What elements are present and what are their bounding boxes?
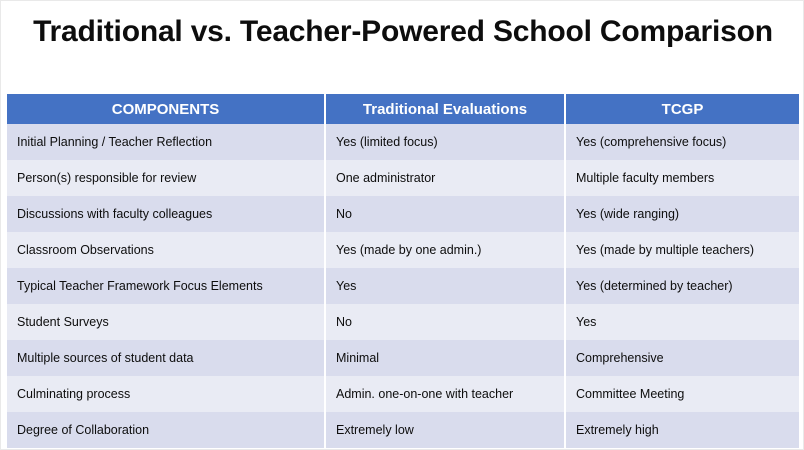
table-header-row	[7, 94, 799, 124]
cell-traditional: Admin. one-on-one with teacher	[325, 376, 565, 412]
page-title: Traditional vs. Teacher-Powered School Comparison	[33, 15, 773, 48]
cell-tcgp: Yes (wide ranging)	[565, 196, 799, 232]
cell-component: Classroom Observations	[7, 232, 325, 268]
cell-tcgp: Yes (determined by teacher)	[565, 268, 799, 304]
column-header-tcgp: TCGP	[565, 94, 799, 124]
cell-traditional: Extremely low	[325, 412, 565, 448]
cell-tcgp: Extremely high	[565, 412, 799, 448]
cell-traditional: Yes	[325, 268, 565, 304]
cell-component: Initial Planning / Teacher Reflection	[7, 124, 325, 160]
cell-tcgp: Comprehensive	[565, 340, 799, 376]
table-row	[7, 232, 799, 268]
cell-component: Culminating process	[7, 376, 325, 412]
cell-traditional: Yes (made by one admin.)	[325, 232, 565, 268]
comparison-table-container	[7, 94, 799, 448]
cell-tcgp: Committee Meeting	[565, 376, 799, 412]
cell-component: Person(s) responsible for review	[7, 160, 325, 196]
cell-tcgp: Yes	[565, 304, 799, 340]
table-header	[7, 94, 799, 124]
cell-component: Multiple sources of student data	[7, 340, 325, 376]
cell-tcgp: Yes (made by multiple teachers)	[565, 232, 799, 268]
cell-traditional: No	[325, 196, 565, 232]
table-row	[7, 304, 799, 340]
cell-traditional: Yes (limited focus)	[325, 124, 565, 160]
table-row	[7, 268, 799, 304]
table-row	[7, 340, 799, 376]
comparison-table	[7, 94, 799, 448]
table-row	[7, 160, 799, 196]
column-header-components: COMPONENTS	[7, 94, 325, 124]
cell-component: Student Surveys	[7, 304, 325, 340]
cell-component: Degree of Collaboration	[7, 412, 325, 448]
table-row	[7, 196, 799, 232]
cell-component: Discussions with faculty colleagues	[7, 196, 325, 232]
table-row	[7, 124, 799, 160]
table-row	[7, 376, 799, 412]
cell-tcgp: Multiple faculty members	[565, 160, 799, 196]
cell-traditional: Minimal	[325, 340, 565, 376]
table-body	[7, 124, 799, 448]
column-header-traditional-evaluations: Traditional Evaluations	[325, 94, 565, 124]
cell-traditional: No	[325, 304, 565, 340]
table-row	[7, 412, 799, 448]
cell-component: Typical Teacher Framework Focus Elements	[7, 268, 325, 304]
cell-traditional: One administrator	[325, 160, 565, 196]
cell-tcgp: Yes (comprehensive focus)	[565, 124, 799, 160]
